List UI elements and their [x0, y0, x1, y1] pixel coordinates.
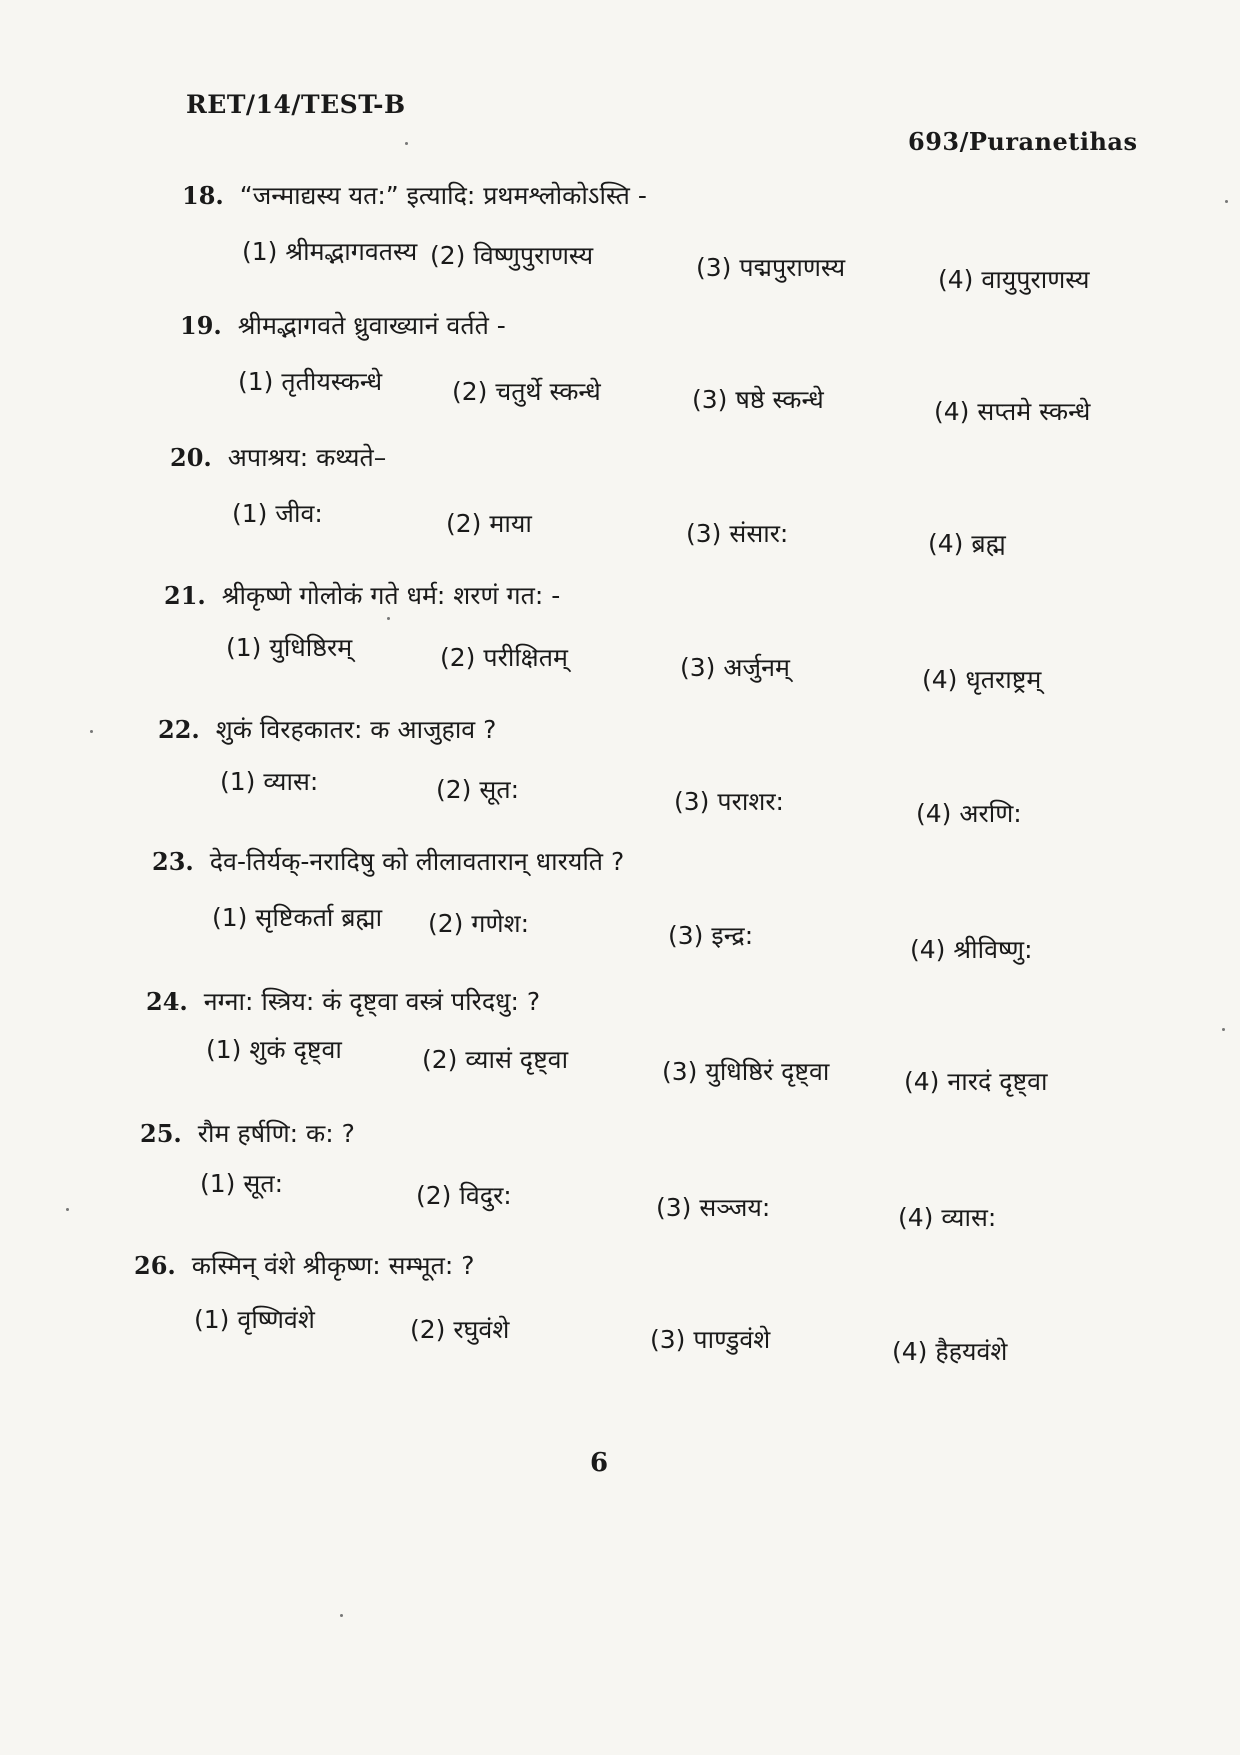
question-number: 22.	[158, 715, 200, 744]
question-text: देव-तिर्यक्-नरादिषु को लीलावतारान् धारयति ?	[209, 847, 625, 876]
question-22	[0, 712, 1240, 832]
question-number: 26.	[134, 1251, 176, 1280]
question-text: कस्मिन् वंशे श्रीकृष्ण: सम्भूत: ?	[191, 1251, 475, 1280]
option-3: (3) पराशर:	[674, 787, 784, 816]
question-stem	[140, 1116, 355, 1150]
option-3: (3) षष्ठे स्कन्धे	[692, 385, 824, 414]
page-number: 6	[590, 1448, 609, 1478]
question-stem	[164, 578, 560, 612]
question-stem	[180, 308, 506, 342]
scan-speck	[405, 142, 408, 145]
question-number: 25.	[140, 1119, 182, 1148]
option-3: (3) संसार:	[686, 519, 789, 548]
question-26	[0, 1248, 1240, 1368]
option-1: (1) सृष्टिकर्ता ब्रह्मा	[212, 903, 383, 932]
question-number: 23.	[152, 847, 194, 876]
scan-speck	[1222, 1028, 1225, 1031]
option-3: (3) सञ्जय:	[656, 1193, 771, 1222]
option-1: (1) जीव:	[232, 499, 323, 528]
option-4: (4) श्रीविष्णु:	[910, 935, 1033, 964]
question-stem	[152, 844, 624, 878]
option-2: (2) माया	[446, 509, 532, 538]
question-25	[0, 1116, 1240, 1236]
question-text: अपाश्रय: कथ्यते–	[227, 443, 387, 472]
question-text: “जन्माद्यस्य यत:” इत्यादि: प्रथमश्लोकोऽस्ति -	[239, 181, 647, 210]
option-1: (1) वृष्णिवंशे	[194, 1305, 315, 1334]
question-stem	[158, 712, 496, 746]
question-number: 20.	[170, 443, 212, 472]
option-2: (2) गणेश:	[428, 909, 529, 938]
paper-code: RET/14/TEST-B	[186, 90, 406, 119]
option-1: (1) व्यास:	[220, 767, 319, 796]
option-3: (3) युधिष्ठिरं दृष्ट्वा	[662, 1057, 830, 1086]
option-2: (2) रघुवंशे	[410, 1315, 510, 1344]
option-4: (4) व्यास:	[898, 1203, 997, 1232]
scan-speck	[90, 730, 93, 733]
option-2: (2) विष्णुपुराणस्य	[430, 241, 594, 270]
option-2: (2) विदुर:	[416, 1181, 512, 1210]
question-number: 24.	[146, 987, 188, 1016]
question-stem	[182, 178, 647, 212]
question-text: श्रीमद्भागवते ध्रुवाख्यानं वर्तते -	[237, 311, 506, 340]
option-4: (4) अरणि:	[916, 799, 1022, 828]
option-2: (2) सूत:	[436, 775, 519, 804]
question-text: श्रीकृष्णे गोलोकं गते धर्म: शरणं गत: -	[221, 581, 561, 610]
option-1: (1) तृतीयस्कन्धे	[238, 367, 383, 396]
option-4: (4) हैहयवंशे	[892, 1337, 1008, 1366]
question-18	[0, 178, 1240, 298]
question-23	[0, 844, 1240, 964]
scan-speck	[66, 1208, 69, 1211]
option-1: (1) शुकं दृष्ट्वा	[206, 1035, 342, 1064]
question-24	[0, 984, 1240, 1104]
scan-speck	[387, 617, 390, 620]
option-1: (1) श्रीमद्भागवतस्य	[242, 237, 418, 266]
option-3: (3) पद्मपुराणस्य	[696, 253, 846, 282]
question-text: रौम हर्षणि: क: ?	[197, 1119, 355, 1148]
option-4: (4) नारदं दृष्ट्वा	[904, 1067, 1048, 1096]
question-number: 19.	[180, 311, 222, 340]
option-1: (1) युधिष्ठिरम्	[226, 633, 353, 662]
option-2: (2) व्यासं दृष्ट्वा	[422, 1045, 569, 1074]
scan-speck	[1225, 200, 1228, 203]
question-20	[0, 440, 1240, 560]
question-text: नग्ना: स्त्रिय: कं दृष्ट्वा वस्त्रं परिदधु: ?	[203, 987, 541, 1016]
option-4: (4) धृतराष्ट्रम्	[922, 665, 1042, 694]
question-stem	[134, 1248, 475, 1282]
option-2: (2) परीक्षितम्	[440, 643, 568, 672]
option-1: (1) सूत:	[200, 1169, 283, 1198]
subject-code: 693/Puranetihas	[908, 127, 1138, 156]
option-4: (4) सप्तमे स्कन्धे	[934, 397, 1091, 426]
option-3: (3) अर्जुनम्	[680, 653, 790, 682]
question-text: शुकं विरहकातर: क आजुहाव ?	[215, 715, 497, 744]
question-number: 18.	[182, 181, 224, 210]
option-4: (4) वायुपुराणस्य	[938, 265, 1090, 294]
question-21	[0, 578, 1240, 698]
option-3: (3) पाण्डुवंशे	[650, 1325, 771, 1354]
option-4: (4) ब्रह्म	[928, 529, 1006, 558]
option-2: (2) चतुर्थे स्कन्धे	[452, 377, 601, 406]
scan-speck	[340, 1614, 343, 1617]
question-stem	[146, 984, 540, 1018]
option-3: (3) इन्द्र:	[668, 921, 754, 950]
question-stem	[170, 440, 386, 474]
question-number: 21.	[164, 581, 206, 610]
question-19	[0, 308, 1240, 428]
